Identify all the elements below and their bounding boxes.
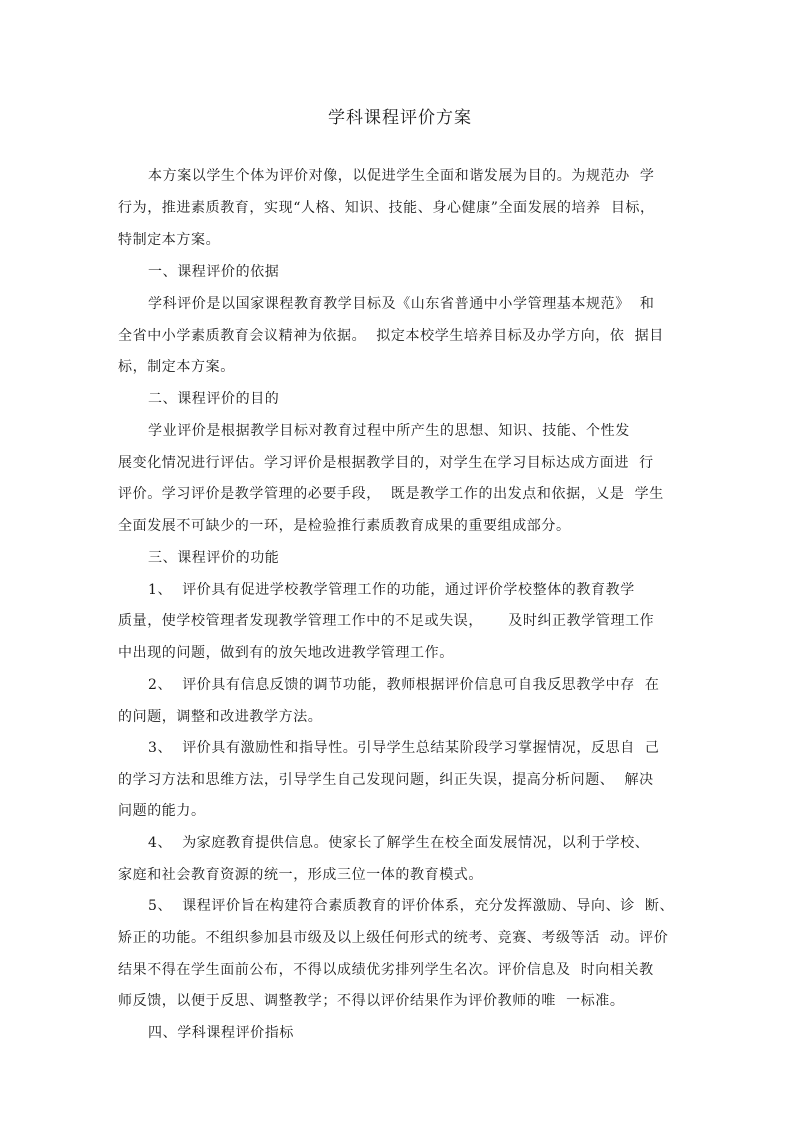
section-heading-2: 二、课程评价的目的	[148, 391, 280, 407]
item3-line-1: 3、 评价具有激励性和指导性。引导学生总结某阶段学习掌握情况，反思自 己	[148, 740, 660, 756]
section-heading-4: 四、学科课程评价指标	[148, 1025, 294, 1041]
item2-line-1: 2、 评价具有信息反馈的调节功能，教师根据评价信息可自我反思教学中存 在	[148, 677, 660, 693]
section1-line-2: 全省中小学素质教育会议精神为依据。 拟定本校学生培养目标及办学方向，依 据目	[118, 328, 664, 344]
item5-line-2: 矫正的功能。不组织参加县市级及以上级任何形式的统考、竞赛、考级等活 动。评价	[118, 930, 669, 946]
section2-line-1: 学业评价是根据教学目标对教育过程中所产生的思想、知识、技能、个性发	[148, 423, 630, 439]
item5-line-4: 师反馈，以便于反思、调整教学；不得以评价结果作为评价教师的唯 一标准。	[118, 993, 625, 1009]
item5-line-3: 结果不得在学生面前公布，不得以成绩优劣排列学生名次。评价信息及 时向相关教	[118, 962, 654, 978]
section2-line-4: 全面发展不可缺少的一环，是检验推行素质教育成果的重要组成部分。	[118, 518, 571, 534]
item1-line-3: 中出现的问题，做到有的放矢地改进教学管理工作。	[118, 645, 454, 661]
item3-line-2: 的学习方法和思维方法，引导学生自己发现问题，纠正失误，提高分析问题、 解决	[118, 772, 654, 788]
page-title: 学科课程评价方案	[328, 108, 472, 128]
section1-line-1: 学科评价是以国家课程教育教学目标及《山东省普通中小学管理基本规范》 和	[148, 296, 655, 312]
section-heading-1: 一、课程评价的依据	[148, 264, 280, 280]
intro-line-1: 本方案以学生个体为评价对像，以促进学生全面和谐发展为目的。为规范办 学	[148, 168, 655, 184]
section2-line-3: 评价。学习评价是教学管理的必要手段， 既是教学工作的出发点和依据，乂是 学生	[118, 486, 664, 502]
section2-line-2: 展变化情况进行评估。学习评价是根据教学目的，对学生在学习目标达成方面进 行	[118, 455, 654, 471]
item3-line-3: 问题的能力。	[118, 803, 206, 819]
item5-line-1: 5、 课程评价旨在构建符合素质教育的评价体系，充分发挥激励、导向、诊 断、	[148, 898, 675, 914]
section-heading-3: 三、课程评价的功能	[148, 550, 280, 566]
item4-line-2: 家庭和社会教育资源的统一，形成三位一体的教育模式。	[118, 867, 483, 883]
item4-line-1: 4、 为家庭教育提供信息。使家长了解学生在校全面发展情况，以利于学校、	[148, 835, 650, 851]
intro-line-3: 特制定本方案。	[118, 232, 221, 248]
item2-line-2: 的问题，调整和改进教学方法。	[118, 709, 323, 725]
item1-line-2: 质量，使学校管理者发现教学管理工作中的不足或失误， 及时纠正教学管理工作	[118, 613, 655, 629]
section1-line-3: 标，制定本方案。	[118, 359, 235, 375]
intro-line-2: 行为，推进素质教育，实现“人格、知识、技能、身心健康”全面发展的培养 目标，	[118, 200, 655, 216]
item1-line-1: 1、 评价具有促进学校教学管理工作的功能，通过评价学校整体的教育教学	[148, 582, 635, 598]
